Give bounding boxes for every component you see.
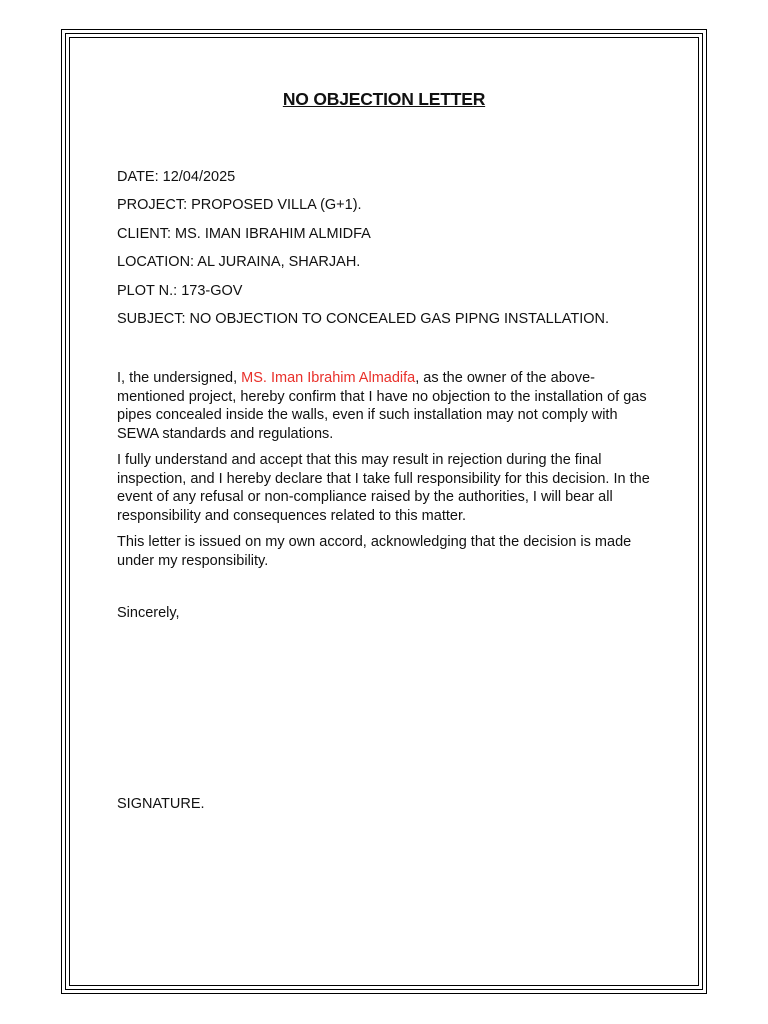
subject-line: SUBJECT: NO OBJECTION TO CONCEALED GAS PIPNG INSTALLATION. [117,310,610,327]
plot-line: PLOT N.: 173-GOV [117,282,243,299]
accord-paragraph: This letter is issued on my own accord, acknowledging that the decision is made under my responsibility. [117,534,632,569]
letter-details [117,168,657,338]
signature-label: SIGNATURE. [117,796,205,812]
location-line: LOCATION: AL JURAINA, SHARJAH. [117,254,361,271]
responsibility-paragraph: I fully understand and accept that this may result in rejection during the final inspection, and I hereby declare that I take full responsibility for this decision. In the event of any refusal or non-compliance raised by the authorities, I will bear all responsibility and consequences related to this matter. [117,452,650,524]
confirmation-text-end: , as the owner of the above-mentioned project, hereby confirm that I have no objection to the installation of gas pipes concealed inside the walls, even if such installation may not comply with SEWA standards and regulations. [117,370,647,442]
owner-name: MS. Iman Ibrahim Almadifa [241,370,416,386]
confirmation-text-start: I, the undersigned, [117,370,242,386]
closing-salutation: Sincerely, [117,605,180,621]
client-line: CLIENT: MS. IMAN IBRAHIM ALMIDFA [117,225,371,242]
letter-body [117,369,652,578]
letter-title: NO OBJECTION LETTER [282,89,486,109]
confirmation-paragraph [117,369,652,443]
project-line: PROJECT: PROPOSED VILLA (G+1). [117,197,362,214]
date-line: DATE: 12/04/2025 [117,169,236,185]
